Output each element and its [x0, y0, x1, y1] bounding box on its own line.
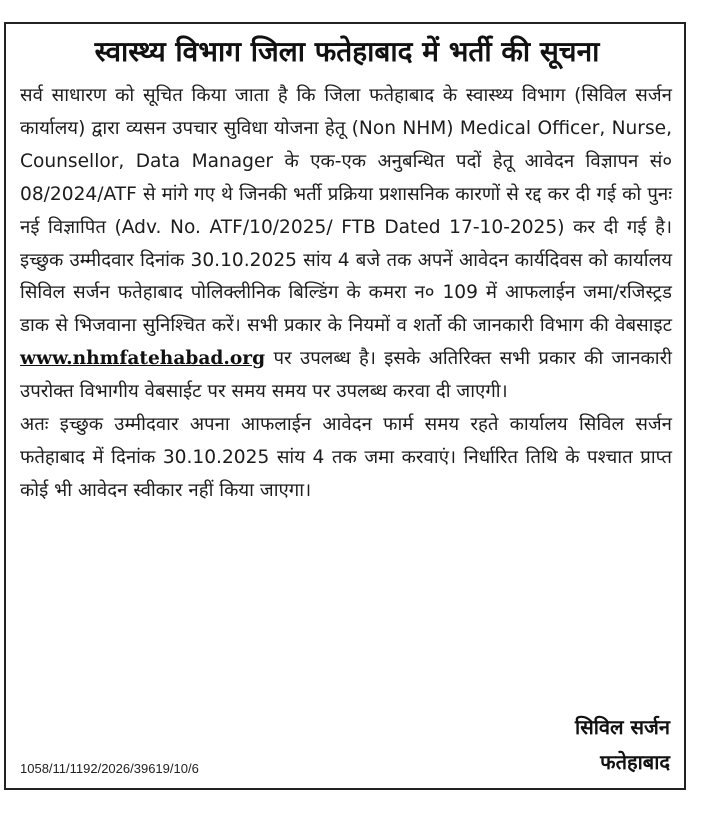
signatory-title: सिविल सर्जन [575, 715, 670, 739]
notice-paragraph-instructions: अतः इच्छुक उम्मीदवार अपना आफलाईन आवेदन फार्म समय रहते कार्यालय सिविल सर्जन फतेहाबाद में दिनांक 30.10.2025 सांय 4 तक जमा करवाएं। निर्धारित तिथि के पश्चात प्राप्त कोई भी आवेदन स्वीकार नहीं किया जाएगा। [20, 414, 672, 501]
signature-block [575, 710, 670, 780]
notice-frame [4, 22, 686, 790]
website-link[interactable]: www.nhmfatehabad.org [20, 348, 266, 370]
release-code: 1058/11/1192/2026/39619/10/6 [20, 761, 199, 776]
notice-body [20, 80, 672, 508]
paragraph-main-continuation: पर उपलब्ध है। इसके अतिरिक्त सभी प्रकार की जानकारी उपरोक्त विभागीय वेबसाईट पर समय समय पर उपलब्ध करवा दी जाएगी। [20, 348, 672, 403]
paragraph-main-text: सर्व साधारण को सूचित किया जाता है कि जिला फतेहाबाद के स्वास्थ्य विभाग (सिविल सर्जन कार्यालय) द्वारा व्यसन उपचार सुविधा योजना हेतू (Non NHM) Medical Officer, Nurse, Counsellor, Data Manager के एक-एक अनुबन्धित पदों हेतू आवेदन विज्ञापन सं० 08/2024/ATF से मांगे गए थे जिनकी भर्ती प्रक्रिया प्रशासनिक कारणों से रद्द कर दी गई को पुनः नई विज्ञापित (Adv. No. ATF/10/2025/ FTB Dated 17-10-2025) कर दी गई है। इच्छुक उम्मीदवार दिनांक 30.10.2025 सांय 4 बजे तक अपनें आवेदन कार्यदिवस को कार्यालय सिविल सर्जन फतेहाबाद पोलिक्लीनिक बिल्डिंग के कमरा न० 109 में आफलाईन जमा/रजिस्ट्रड डाक से भिजवाना सुनिश्चित करें। सभी प्रकार के नियमों व शर्तो की जानकारी विभाग की वेबसाइट [20, 85, 672, 337]
signatory-place: फतेहाबाद [600, 750, 670, 774]
notice-paragraph-main [20, 80, 672, 409]
notice-title: स्वास्थ्य विभाग जिला फतेहाबाद में भर्ती की सूचना [94, 35, 600, 68]
